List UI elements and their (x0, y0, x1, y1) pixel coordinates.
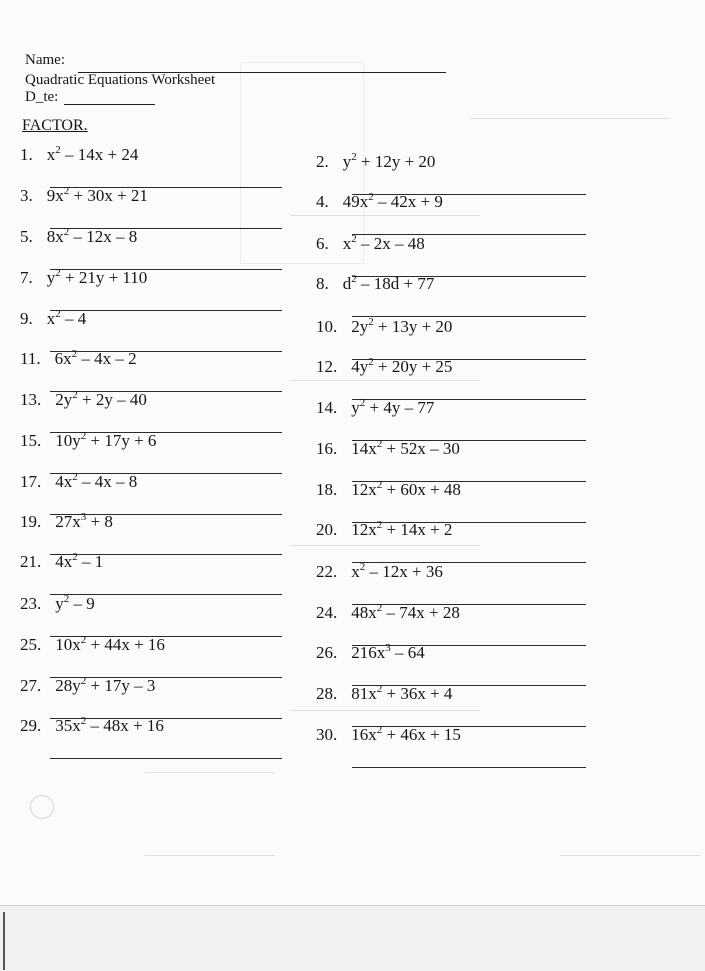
problem-15 (20, 431, 156, 451)
problem-expression: $216x^3 - 64$ (351, 642, 425, 662)
problem-number: 15. (20, 431, 42, 450)
problem-expression: $16x^2 + 46x + 15$ (351, 724, 461, 744)
problem-expression: $2y^2 + 2y - 40$ (55, 389, 147, 409)
problem-28 (316, 684, 452, 704)
problem-expression: $12x^2 + 60x + 48$ (351, 479, 461, 499)
problem-expression: $4y^2 + 20y + 25$ (351, 356, 453, 376)
problem-21 (20, 552, 103, 572)
bleed-through-line (145, 855, 275, 856)
problem-number: 23. (20, 594, 42, 613)
answer-line[interactable] (50, 758, 282, 759)
problem-number: 14. (316, 398, 338, 417)
date-underline (64, 104, 155, 105)
problem-expression: $4x^2 - 1$ (55, 551, 104, 571)
problem-expression: $10y^2 + 17y + 6$ (55, 430, 157, 450)
problem-14 (316, 398, 434, 418)
problem-number: 20. (316, 520, 338, 539)
bleed-through-line (145, 772, 275, 773)
problem-2 (316, 152, 435, 172)
problem-number: 21. (20, 552, 42, 571)
problem-number: 18. (316, 480, 338, 499)
problem-expression: $49x^2 - 42x + 9$ (342, 191, 443, 211)
problem-expression: $d^2 - 18d + 77$ (342, 273, 435, 293)
problem-23 (20, 594, 95, 614)
problem-expression: $2y^2 + 13y + 20$ (351, 316, 453, 336)
problem-number: 16. (316, 439, 338, 458)
problem-25 (20, 635, 165, 655)
problem-10 (316, 317, 452, 337)
problem-expression: $y^2 + 4y - 77$ (351, 397, 435, 417)
problem-expression: $10x^2 + 44x + 16$ (55, 634, 165, 654)
problem-24 (316, 603, 460, 623)
problem-1 (20, 145, 138, 165)
problem-number: 19. (20, 512, 42, 531)
problem-expression: $28y^2 + 17y - 3$ (55, 675, 156, 695)
worksheet-title: Quadratic Equations Worksheet (25, 72, 216, 88)
problem-5 (20, 227, 137, 247)
problem-expression: $14x^2 + 52x - 30$ (351, 438, 460, 458)
problem-expression: $y^2 + 12y + 20$ (342, 151, 436, 171)
problem-19 (20, 512, 113, 532)
problem-9 (20, 309, 86, 329)
problem-expression: $81x^2 + 36x + 4$ (351, 683, 453, 703)
problem-number: 5. (20, 227, 33, 246)
problem-29 (20, 716, 164, 736)
problem-number: 10. (316, 317, 338, 336)
scan-edge-shadow (3, 912, 5, 970)
bleed-through-line (560, 855, 700, 856)
bleed-through-line (470, 118, 670, 119)
problem-expression: $x^2 - 2x - 48$ (342, 233, 425, 253)
problem-number: 2. (316, 152, 329, 171)
bleed-through-line (290, 215, 480, 216)
scan-bottom-margin (0, 905, 705, 971)
problem-number: 30. (316, 725, 338, 744)
problem-expression: $48x^2 - 74x + 28$ (351, 602, 460, 622)
problem-13 (20, 390, 147, 410)
bleed-through-line (290, 380, 480, 381)
problem-expression: $4x^2 - 4x - 8$ (55, 471, 138, 491)
problem-expression: $6x^2 - 4x - 2$ (54, 348, 137, 368)
problem-number: 1. (20, 145, 33, 164)
problem-number: 6. (316, 234, 329, 253)
problem-18 (316, 480, 461, 500)
problem-number: 22. (316, 562, 338, 581)
problem-number: 9. (20, 309, 33, 328)
problem-7 (20, 268, 147, 288)
problem-number: 4. (316, 192, 329, 211)
problem-expression: $x^2 - 12x + 36$ (351, 561, 443, 581)
problem-number: 24. (316, 603, 338, 622)
problem-27 (20, 676, 155, 696)
bleed-through-line (290, 545, 480, 546)
problem-16 (316, 439, 460, 459)
problem-expression: $x^2 - 14x + 24$ (46, 144, 139, 164)
problem-number: 25. (20, 635, 42, 654)
problem-number: 26. (316, 643, 338, 662)
problem-expression: $9x^2 + 30x + 21$ (46, 185, 148, 205)
problem-number: 13. (20, 390, 42, 409)
problem-expression: $27x^3 + 8$ (55, 511, 113, 531)
problem-expression: $x^2 - 4$ (46, 308, 87, 328)
problem-4 (316, 192, 443, 212)
punch-hole-mark (30, 795, 54, 819)
problem-expression: $y^2 + 21y + 110$ (46, 267, 148, 287)
problem-12 (316, 357, 452, 377)
problem-expression: $12x^2 + 14x + 2$ (351, 519, 453, 539)
problem-3 (20, 186, 148, 206)
problem-number: 17. (20, 472, 42, 491)
problem-22 (316, 562, 443, 582)
problem-6 (316, 234, 425, 254)
problem-expression: $y^2 - 9$ (55, 593, 95, 613)
problem-expression: $8x^2 - 12x - 8$ (46, 226, 138, 246)
problem-17 (20, 472, 137, 492)
problem-number: 3. (20, 186, 33, 205)
name-label: Name: (25, 52, 65, 68)
problem-number: 27. (20, 676, 42, 695)
problem-number: 29. (20, 716, 42, 735)
problem-number: 12. (316, 357, 338, 376)
problem-11 (20, 349, 137, 369)
answer-line[interactable] (352, 767, 586, 768)
problem-number: 7. (20, 268, 33, 287)
problem-number: 11. (20, 349, 41, 368)
problem-8 (316, 274, 434, 294)
section-title: FACTOR. (22, 117, 88, 134)
problem-20 (316, 520, 452, 540)
problem-expression: $35x^2 - 48x + 16$ (55, 715, 164, 735)
problem-26 (316, 643, 425, 663)
date-label: D_te: (25, 89, 59, 105)
problem-30 (316, 725, 461, 745)
bleed-through-line (290, 710, 480, 711)
problem-number: 8. (316, 274, 329, 293)
problem-number: 28. (316, 684, 338, 703)
